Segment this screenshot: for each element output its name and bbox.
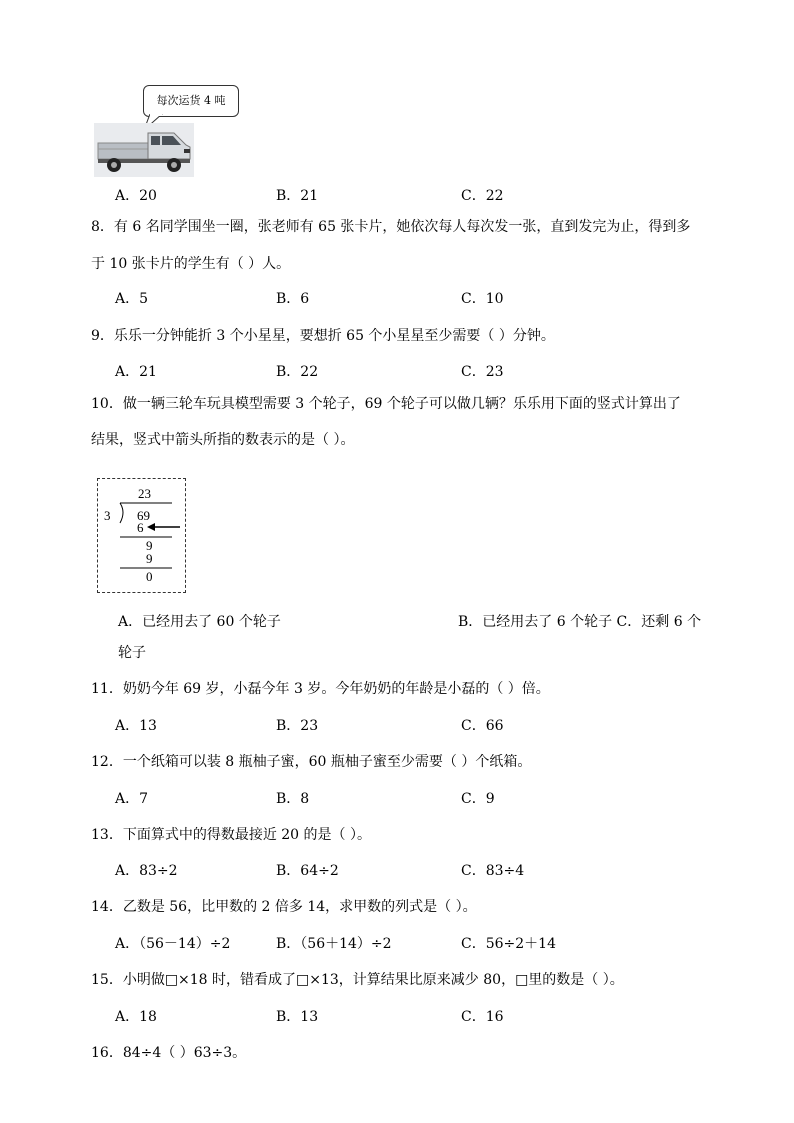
q12-option-c: C．9 [461,791,495,807]
q11-text: 11．奶奶今年 69 岁，小磊今年 3 岁。今年奶奶的年龄是小磊的（ ）倍。 [91,681,550,697]
q15-option-a: A．18 [115,1009,157,1025]
q10-text-line1: 10．做一辆三轮车玩具模型需要 3 个轮子，69 个轮子可以做几辆？乐乐用下面的竖式计算出了 [91,396,681,412]
q13-option-b: B．64÷2 [276,863,339,879]
q8-option-a: A．5 [115,291,149,307]
q10-text-line2: 结果，竖式中箭头所指的数表示的是（ ）。 [91,432,355,448]
q9-option-c: C．23 [461,364,504,380]
q14-option-c: C．56÷2＋14 [461,936,556,952]
q14-option-b: B．（56＋14）÷2 [276,936,392,952]
division-quotient: 23 [138,486,151,501]
q7-option-c: C．22 [461,188,504,204]
q13-option-a: A．83÷2 [115,863,178,879]
speech-bubble [143,85,239,117]
q7-option-b: B．21 [276,188,319,204]
q14-text: 14．乙数是 56，比甲数的 2 倍多 14，求甲数的列式是（ ）。 [91,899,477,915]
division-divisor: 3 [104,508,111,523]
q12-option-b: B．8 [276,791,310,807]
division-remainder1: 9 [146,538,153,553]
q8-text-line1: 8．有 6 名同学围坐一圈，张老师有 65 张卡片，她依次每人每次发一张，直到发完为止，得到多 [91,219,691,235]
q15-option-b: B．13 [276,1009,319,1025]
q9-option-b: B．22 [276,364,319,380]
q14-option-a: A．（56－14）÷2 [115,936,231,952]
q12-text: 12．一个纸箱可以装 8 瓶柚子蜜，60 瓶柚子蜜至少需要（ ）个纸箱。 [91,754,532,770]
q8-option-c: C．10 [461,291,504,307]
q11-option-b: B．23 [276,718,319,734]
q10-option-b-c: B．已经用去了 6 个轮子 C．还剩 6 个 [458,614,702,630]
q15-option-c: C．16 [461,1009,504,1025]
q7-option-a: A．20 [115,188,157,204]
division-dividend: 69 [137,508,150,523]
q10-option-a: A．已经用去了 60 个轮子 [118,614,281,630]
q13-text: 13．下面算式中的得数最接近 20 的是（ ）。 [91,827,371,843]
pointer-arrow [147,523,180,531]
q15-text: 15．小明做□×18 时，错看成了□×13，计算结果比原来减少 80，□里的数是（ ）。 [91,972,624,988]
division-final: 0 [146,569,153,584]
long-division-figure [97,478,186,593]
q11-option-a: A．13 [115,718,157,734]
bubble-text: 每次运货 4 吨 [156,94,226,107]
q10-option-c-wrap: 轮子 [118,645,146,661]
division-step1: 6 [137,520,144,535]
truck-image [94,123,194,177]
q12-option-a: A．7 [115,791,149,807]
q8-option-b: B．6 [276,291,310,307]
q8-text-line2: 于 10 张卡片的学生有（ ）人。 [91,256,291,272]
q11-option-c: C．66 [461,718,504,734]
division-step2: 9 [146,551,153,566]
q9-option-a: A．21 [115,364,157,380]
q16-text: 16．84÷4（ ）63÷3。 [91,1045,247,1061]
q13-option-c: C．83÷4 [461,863,525,879]
q9-text: 9．乐乐一分钟能折 3 个小星星，要想折 65 个小星星至少需要（ ）分钟。 [91,328,555,344]
